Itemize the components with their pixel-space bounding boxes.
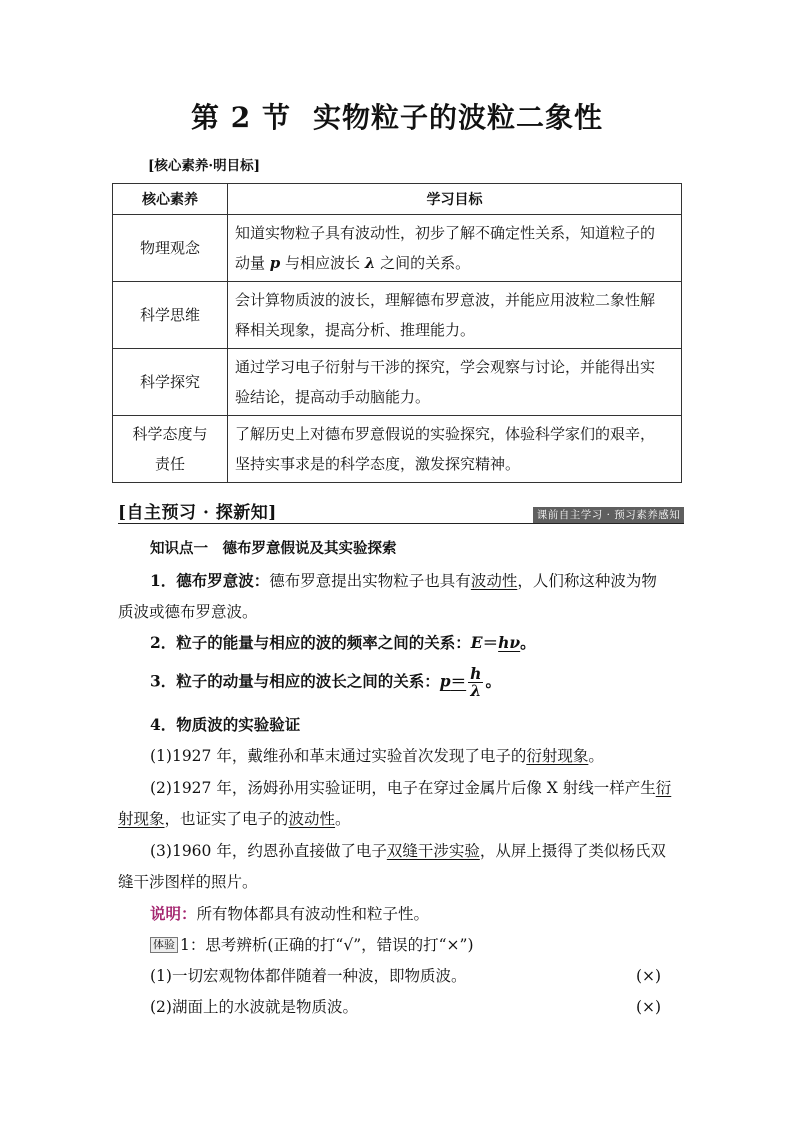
page-title (0, 96, 794, 136)
sub-item-2-continued: 射现象，也证实了电子的波动性。 (118, 810, 351, 828)
row-key: 科学探究 (113, 349, 228, 416)
row-value: 了解历史上对德布罗意假说的实验探究，体验科学家们的艰辛， 坚持实事求是的科学态度，激发探究精神。 (228, 416, 682, 483)
sub-item-3-continued: 缝干涉图样的照片。 (118, 873, 258, 891)
row-key: 物理观念 (113, 215, 228, 282)
section-name: 实物粒子的波粒二象性 (312, 101, 603, 134)
section-divider (118, 523, 684, 524)
section-number: 第 2 节 (191, 101, 291, 134)
row-value: 通过学习电子衍射与干涉的探究，学会观察与讨论，并能得出实 验结论，提高动手动脑能力。 (228, 349, 682, 416)
note: 说明：所有物体都具有波动性和粒子性。 (150, 904, 430, 923)
sub-item-2: (2)1927 年，汤姆孙用实验证明，电子在穿过金属片后像 X 射线一样产生衍 (150, 779, 672, 797)
item-1: 1．德布罗意波：德布罗意提出实物粒子也具有波动性，人们称这种波为物 (150, 571, 657, 590)
table-row (113, 282, 682, 349)
header-learning-goal: 学习目标 (228, 184, 682, 215)
goals-table (112, 183, 682, 483)
row-value: 知道实物粒子具有波动性，初步了解不确定性关系，知道粒子的 动量 p 与相应波长 λ 之间的关系。 (228, 215, 682, 282)
table-row (113, 416, 682, 483)
question-2: (2)湖面上的水波就是物质波。 (150, 998, 358, 1016)
question-1-answer: (×) (636, 967, 662, 985)
item-1-continued: 质波或德布罗意波。 (118, 603, 258, 621)
question-1: (1)一切宏观物体都伴随着一种波，即物质波。 (150, 967, 467, 985)
momentum-fraction: $\frac{h}{\lambda}$ (470, 664, 482, 700)
item-4: 4．物质波的实验验证 (150, 715, 301, 734)
practice-badge: 体验 (150, 937, 178, 953)
row-key: 科学态度与 责任 (113, 416, 228, 483)
item-2: 2．粒子的能量与相应的波的频率之间的关系：E＝hν。 (150, 633, 536, 652)
core-literacy-label: [核心素养·明目标] (148, 158, 260, 174)
sub-item-1: (1)1927 年，戴维孙和革末通过实验首次发现了电子的衍射现象。 (150, 747, 604, 765)
section-heading: [自主预习 · 探新知] (118, 503, 277, 523)
table-row (113, 349, 682, 416)
row-key: 科学思维 (113, 282, 228, 349)
table-header-row (113, 184, 682, 215)
practice-prompt: 体验 1：思考辨析(正确的打“√”，错误的打“×”) (150, 934, 474, 956)
table-row (113, 215, 682, 282)
section-tag: 课前自主学习 · 预习素养感知 (533, 507, 684, 523)
row-value: 会计算物质波的波长，理解德布罗意波，并能应用波粒二象性解 释相关现象，提高分析、推理能力。 (228, 282, 682, 349)
header-core-literacy: 核心素养 (113, 184, 228, 215)
knowledge-point-heading: 知识点一 德布罗意假说及其实验探索 (150, 540, 397, 557)
item-3: 3．粒子的动量与相应的波长之间的关系：p＝ $\frac{h}{\lambda}$ 。 (150, 664, 501, 700)
question-2-answer: (×) (636, 998, 662, 1016)
sub-item-3: (3)1960 年，约恩孙直接做了电子双缝干涉实验，从屏上摄得了类似杨氏双 (150, 842, 666, 860)
note-label: 说明： (150, 904, 197, 923)
